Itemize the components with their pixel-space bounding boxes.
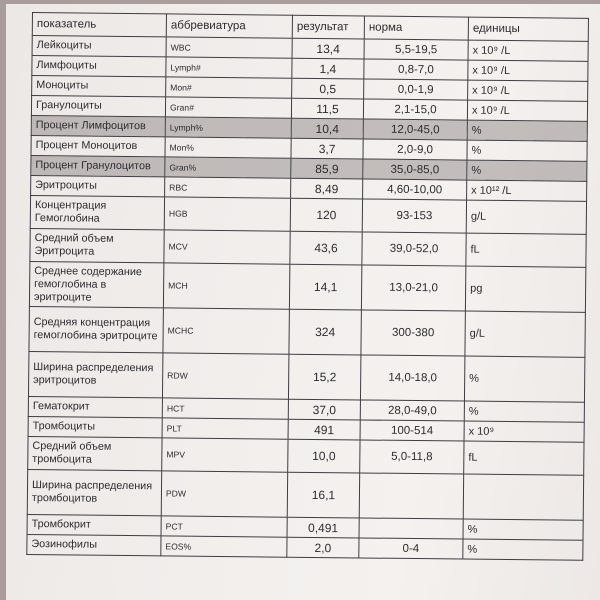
cell-abbreviation: Lymph% — [165, 117, 291, 138]
cell-abbreviation: MPV — [162, 438, 288, 472]
cell-unit: x 10⁹ /L — [468, 60, 588, 81]
cell-name: Процент Лимфоцитов — [31, 115, 165, 136]
cell-result: 85,9 — [291, 158, 363, 179]
table-row — [29, 306, 585, 357]
cell-name: Лимфоциты — [32, 56, 166, 77]
cell-norm: 0-4 — [359, 538, 463, 559]
cell-name: Эритроциты — [31, 175, 165, 196]
cell-name: Гранулоциты — [31, 96, 165, 117]
cell-abbreviation: MCH — [163, 263, 289, 309]
cell-result: 2,0 — [287, 537, 359, 558]
cell-norm: 100-514 — [360, 420, 464, 441]
cell-norm: 5,0-11,8 — [360, 440, 464, 474]
cell-abbreviation: Lymph# — [166, 57, 292, 78]
cell-unit: g/L — [465, 311, 585, 357]
cell-result: 15,2 — [288, 354, 360, 400]
cell-result: 16,1 — [287, 472, 359, 518]
cell-abbreviation: Gran# — [165, 97, 291, 118]
cell-abbreviation: PDW — [161, 471, 287, 517]
cell-unit: % — [463, 519, 583, 540]
header-abbreviation: аббревиатура — [166, 14, 292, 38]
table-row — [27, 469, 583, 520]
cell-name: Процент Гранулоцитов — [31, 155, 165, 176]
cell-result: 11,5 — [291, 98, 363, 119]
cell-abbreviation: PCT — [161, 516, 287, 537]
cell-norm: 0,0-1,9 — [364, 79, 468, 100]
cell-abbreviation: Mon% — [165, 137, 291, 158]
cell-norm: 2,0-9,0 — [363, 139, 467, 160]
cell-unit: % — [464, 401, 584, 422]
cell-result: 14,1 — [289, 264, 361, 310]
cell-unit: x 10⁹ /L — [468, 40, 588, 61]
cell-result: 0,491 — [287, 517, 359, 538]
cell-unit: % — [467, 140, 587, 161]
cell-unit: % — [467, 160, 587, 181]
cell-abbreviation: Gran% — [165, 157, 291, 178]
cell-norm: 0,8-7,0 — [364, 59, 468, 80]
lab-report — [26, 12, 589, 561]
cell-norm: 12,0-45,0 — [363, 119, 467, 140]
cell-name: Ширина распределения тромбоцитов — [27, 469, 161, 515]
cell-norm: 5,5-19,5 — [364, 39, 468, 60]
cell-name: Тромбоциты — [28, 416, 162, 437]
cell-unit: fL — [466, 233, 586, 267]
cell-name: Ширина распределения эритроцитов — [28, 351, 162, 397]
cell-unit: x 10¹² /L — [467, 180, 587, 201]
cell-result: 37,0 — [288, 399, 360, 420]
cell-name: Гематокрит — [28, 396, 162, 417]
paper-sheet — [6, 4, 600, 600]
results-body — [27, 36, 588, 561]
cell-name: Тромбокрит — [27, 514, 161, 535]
cell-norm: 13,0-21,0 — [361, 265, 465, 311]
cell-unit: % — [467, 120, 587, 141]
cell-norm: 2,1-15,0 — [363, 99, 467, 120]
cell-abbreviation: HCT — [162, 398, 288, 419]
header-units: единицы — [468, 17, 588, 41]
cell-name: Средняя концентрация гемоглобина эритроците — [29, 306, 163, 352]
cell-abbreviation: RDW — [162, 353, 288, 399]
header-indicator: показатель — [32, 13, 166, 37]
cell-result: 1,4 — [292, 58, 364, 79]
cell-result: 120 — [290, 198, 362, 232]
cell-name: Эозинофилы — [27, 534, 161, 555]
results-table — [26, 12, 589, 561]
table-row — [29, 261, 585, 312]
cell-name: Лейкоциты — [32, 36, 166, 57]
cell-unit: x 10⁹ /L — [467, 100, 587, 121]
header-norm: норма — [364, 16, 468, 40]
cell-abbreviation: MCV — [164, 230, 290, 264]
cell-norm: 4,60-10,00 — [363, 179, 467, 200]
cell-abbreviation: RBC — [165, 177, 291, 198]
cell-abbreviation: HGB — [164, 197, 290, 231]
cell-norm: 14,0-18,0 — [360, 355, 464, 401]
cell-name: Процент Моноцитов — [31, 135, 165, 156]
cell-unit: x 10⁹ /L — [468, 80, 588, 101]
cell-norm: 300-380 — [361, 310, 465, 356]
cell-result: 324 — [289, 309, 361, 355]
cell-abbreviation: WBC — [166, 37, 292, 58]
header-result: результат — [292, 15, 364, 39]
cell-norm: 28,0-49,0 — [360, 400, 464, 421]
table-row — [28, 351, 584, 402]
cell-norm — [359, 473, 463, 519]
cell-norm: 39,0-52,0 — [362, 232, 466, 266]
cell-abbreviation: EOS% — [161, 536, 287, 557]
cell-name: Среднее содержание гемоглобина в эритроците — [29, 261, 163, 307]
cell-abbreviation: Mon# — [166, 77, 292, 98]
cell-unit: % — [464, 356, 584, 402]
cell-result: 10,4 — [291, 118, 363, 139]
cell-result: 8,49 — [291, 178, 363, 199]
cell-result: 0,5 — [292, 78, 364, 99]
cell-unit: pg — [465, 266, 585, 312]
cell-unit: g/L — [466, 200, 586, 234]
cell-abbreviation: PLT — [162, 418, 288, 439]
cell-result: 10,0 — [288, 439, 360, 473]
cell-result: 43,6 — [290, 231, 362, 265]
cell-unit — [463, 474, 583, 520]
cell-norm — [359, 518, 463, 539]
cell-result: 3,7 — [291, 138, 363, 159]
cell-unit: fL — [464, 441, 584, 475]
cell-unit: x 10⁹ — [464, 421, 584, 442]
cell-norm: 93-153 — [362, 199, 466, 233]
cell-norm: 35,0-85,0 — [363, 159, 467, 180]
cell-abbreviation: MCHC — [163, 308, 289, 354]
cell-name: Средний объем тромбоцита — [28, 436, 162, 470]
cell-name: Средний объем Эритроцита — [30, 228, 164, 262]
cell-name: Моноциты — [32, 76, 166, 97]
cell-result: 13,4 — [292, 38, 364, 59]
cell-unit: % — [463, 539, 583, 560]
cell-name: Концентрация Гемоглобина — [30, 195, 164, 229]
cell-result: 491 — [288, 419, 360, 440]
